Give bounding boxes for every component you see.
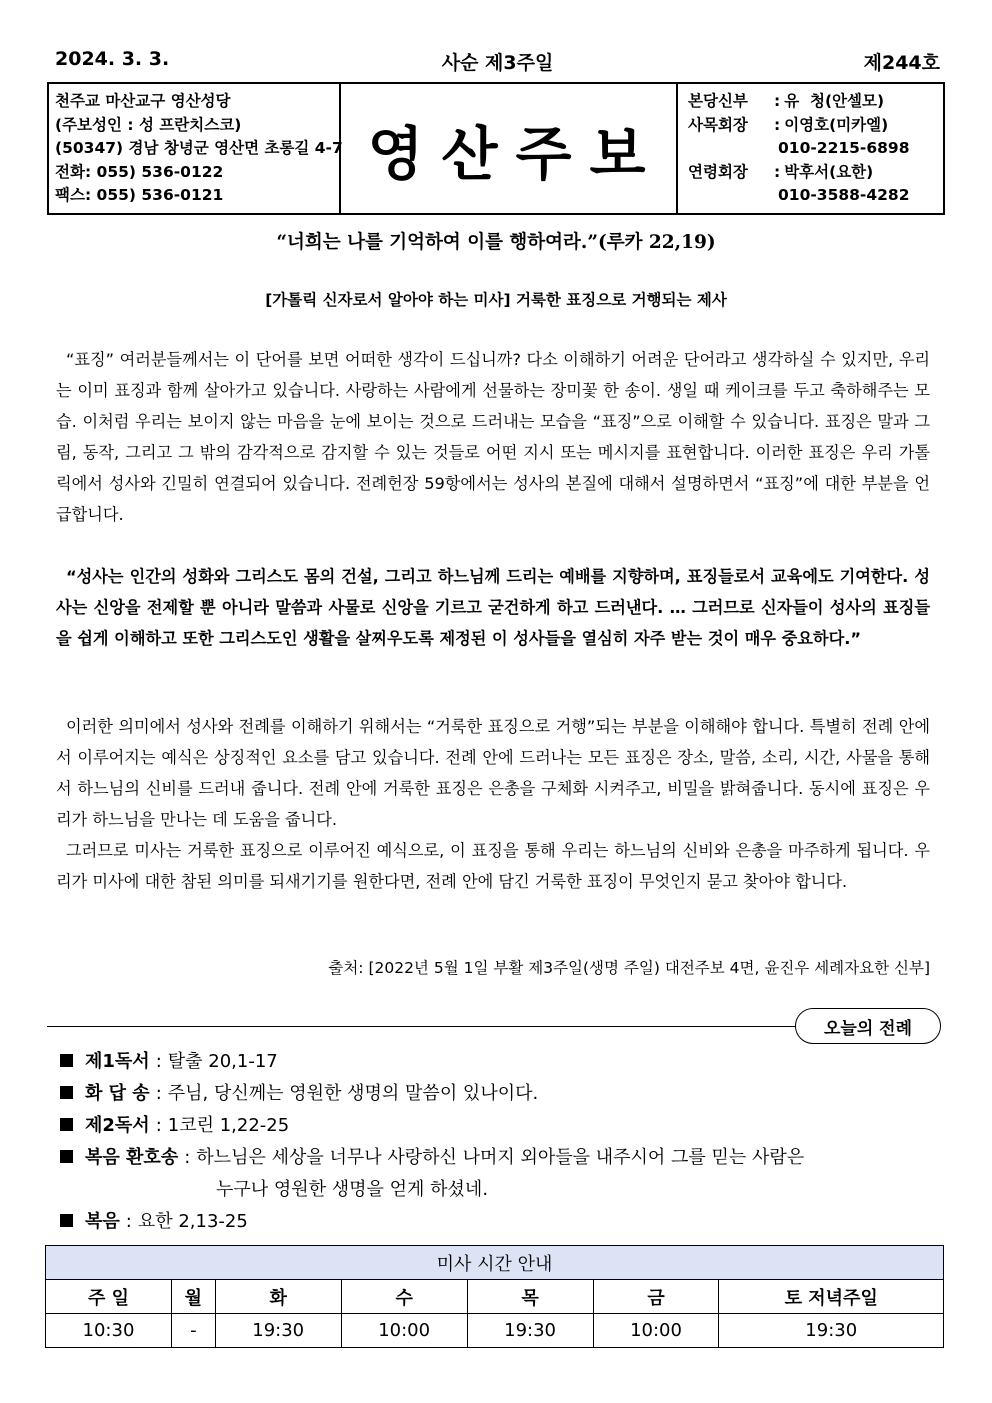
issue-number: 제244호: [863, 52, 940, 74]
day-header: 토 저녁주일: [719, 1280, 944, 1314]
scripture-verse: “너희는 나를 기억하여 이를 행하여라.”(루카 22,19): [276, 232, 716, 253]
masthead-box: [47, 82, 945, 215]
council-row: [688, 114, 943, 138]
reading-item: [60, 1046, 804, 1078]
council-phone: 010-2215-6898: [778, 139, 910, 157]
separator: :: [155, 1083, 162, 1104]
day-header: 화: [215, 1280, 341, 1314]
readings-list: [60, 1046, 804, 1238]
mass-time: 10:00: [593, 1314, 719, 1348]
reading-label: 제1독서: [85, 1051, 150, 1072]
section-divider: [47, 1026, 797, 1027]
mass-schedule-table: [45, 1245, 944, 1348]
article-paragraph-1: [56, 344, 930, 530]
separator: :: [774, 115, 781, 134]
todays-liturgy-badge: 오늘의 전례: [795, 1008, 941, 1044]
reading-text: 하느님은 세상을 너무나 사랑하신 나머지 외아들을 내주시어 그를 믿는 사람은: [196, 1147, 805, 1168]
article-paragraph-2: [56, 711, 930, 897]
square-bullet-icon: [60, 1086, 73, 1099]
article-title: [가톨릭 신자로서 알아야 하는 미사] 거룩한 표징으로 거행되는 제사: [265, 291, 727, 309]
quote-text: “성사는 인간의 성화와 그리스도 몸의 건설, 그리고 하느님께 드리는 예배를 지향하며, 표징들로서 교육에도 기여한다. 성사는 신앙을 전제할 뿐 아니라 말씀과 사물로 신앙을 기르고 굳건하게 하고 드러낸다. … 그러므로 신자들이 성사의 표징들을 쉽게 이해하고 또한 그리스도인 생활을 살찌우도록 제정된 이 성사들을 열심히 자주 받는 것이 매우 중요하다.”: [56, 567, 930, 648]
reading-item: [60, 1110, 804, 1142]
square-bullet-icon: [60, 1118, 73, 1131]
mass-time: 19:30: [719, 1314, 944, 1348]
mass-time: -: [171, 1314, 215, 1348]
elders-phone: 010-3588-4282: [778, 186, 910, 204]
council-label: 사목회장: [688, 115, 748, 134]
bulletin-topline: [55, 48, 940, 78]
reading-label: 복음 환호송: [85, 1147, 179, 1168]
mass-schedule-caption: 미사 시간 안내: [46, 1246, 944, 1280]
masthead-title-cell: [341, 84, 678, 213]
reading-text: 탈출 20,1-17: [167, 1051, 278, 1072]
separator: :: [155, 1051, 162, 1072]
square-bullet-icon: [60, 1150, 73, 1163]
reading-label: 제2독서: [85, 1115, 150, 1136]
parish-info: [49, 84, 341, 213]
mass-time: 10:00: [341, 1314, 467, 1348]
council-name: 이영호(미카엘): [784, 115, 889, 134]
paragraph-text: 그러므로 미사는 거룩한 표징으로 이루어진 예식으로, 이 표징을 통해 우리는 하느님의 신비와 은총을 마주하게 됩니다. 우리가 미사에 대한 참된 의미를 되새기기를 원한다면, 전례 안에 담긴 거룩한 표징이 무엇인지 묻고 찾아야 합니다.: [56, 841, 930, 891]
table-header-row: [46, 1280, 944, 1314]
separator: :: [155, 1115, 162, 1136]
day-header: 목: [467, 1280, 593, 1314]
reading-item: [60, 1142, 804, 1174]
liturgical-day: 사순 제3주일: [441, 52, 554, 74]
separator: :: [774, 162, 781, 181]
reading-item: [60, 1206, 804, 1238]
reading-label: 복음: [85, 1211, 120, 1232]
paragraph-text: “표징” 여러분들께서는 이 단어를 보면 어떠한 생각이 드십니까? 다소 이해하기 어려운 단어라고 생각하실 수 있지만, 우리는 이미 표징과 함께 살아가고 있습니다. 사랑하는 사람에게 선물하는 장미꽃 한 송이. 생일 때 케이크를 두고 축하해주는 모습. 이처럼 우리는 보이지 않는 마음을 눈에 보이는 것으로 드러내는 모습을 “표징”으로 이해할 수 있습니다. 표징은 말과 그림, 동작, 그리고 그 밖의 감각적으로 감지할 수 있는 것들로 어떤 지시 또는 메시지를 표현합니다. 이러한 표징은 우리 가톨릭에서 성사와 긴밀히 연결되어 있습니다. 전례헌장 59항에서는 성사의 본질에 대해서 설명하면서 “표징”에 대한 부분을 언급합니다.: [56, 350, 930, 524]
elders-label: 연령회장: [688, 162, 748, 181]
elders-name: 박후서(요한): [784, 162, 874, 181]
issue-date: 2024. 3. 3.: [55, 48, 170, 70]
pastor-label: 본당신부: [688, 92, 748, 110]
separator: :: [125, 1211, 132, 1232]
separator: :: [184, 1147, 191, 1168]
reading-text: 요한 2,13-25: [137, 1211, 248, 1232]
article-quote: [56, 561, 930, 654]
day-header: 금: [593, 1280, 719, 1314]
mass-time: 10:30: [46, 1314, 172, 1348]
mass-time: 19:30: [467, 1314, 593, 1348]
pastor-name: 유 청(안셀모): [784, 92, 885, 110]
reading-label: 화 답 송: [85, 1083, 150, 1104]
patron-saint: (주보성인 : 성 프란치스코): [55, 115, 242, 134]
day-header: 주 일: [46, 1280, 172, 1314]
mass-time: 19:30: [215, 1314, 341, 1348]
day-header: 월: [171, 1280, 215, 1314]
parish-address: (50347) 경남 창녕군 영산면 초롱길 4-7: [55, 139, 343, 157]
reading-item: [60, 1078, 804, 1110]
parish-phone: 전화: 055) 536-0122: [55, 162, 224, 181]
parish-fax: 팩스: 055) 536-0121: [55, 186, 224, 204]
reading-text: 주님, 당신께는 영원한 생명의 말씀이 있나이다.: [167, 1083, 539, 1104]
elders-row: [688, 161, 943, 185]
parish-name: 천주교 마산교구 영산성당: [55, 92, 231, 110]
pastor-row: [688, 90, 943, 114]
table-row: [46, 1314, 944, 1348]
staff-info: [678, 84, 943, 213]
day-header: 수: [341, 1280, 467, 1314]
reading-text: 1코린 1,22-25: [167, 1115, 290, 1136]
reading-text-continued: 누구나 영원한 생명을 얻게 하셨네.: [216, 1179, 489, 1200]
masthead-title: 영산주보: [367, 119, 664, 188]
square-bullet-icon: [60, 1054, 73, 1067]
article-source: 출처: [2022년 5월 1일 부활 제3주일(생명 주일) 대전주보 4면, 윤진우 세례자요한 신부]: [328, 959, 930, 977]
separator: :: [774, 92, 781, 110]
square-bullet-icon: [60, 1214, 73, 1227]
paragraph-text: 이러한 의미에서 성사와 전례를 이해하기 위해서는 “거룩한 표징으로 거행”되는 부분을 이해해야 합니다. 특별히 전례 안에서 이루어지는 예식은 상징적인 요소를 담고 있습니다. 전례 안에 드러나는 모든 표징은 장소, 말씀, 소리, 시간, 사물을 통해서 하느님의 신비를 드러내 줍니다. 전례 안에 거룩한 표징은 은총을 구체화 시켜주고, 비밀을 밝혀줍니다. 동시에 표징은 우리가 하느님을 만나는 데 도움을 줍니다.: [56, 717, 930, 829]
